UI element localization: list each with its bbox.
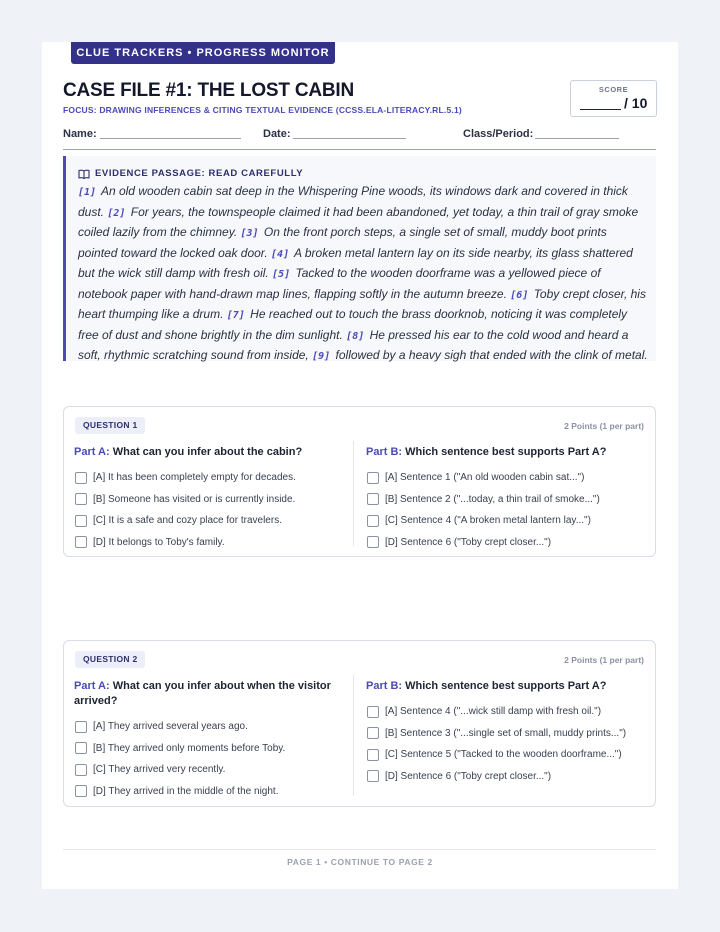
option-text: [D] Sentence 6 ("Toby crept closer...") — [385, 536, 552, 548]
passage-sentence: He reached out to touch the brass doorknob, noticing it was completely free of dust and shone brightly in the dim sunlight. — [78, 307, 628, 342]
score-blank[interactable] — [580, 109, 621, 110]
answer-option[interactable] — [366, 510, 646, 532]
passage-text — [78, 182, 648, 367]
answer-option[interactable] — [366, 489, 646, 511]
header-banner: CLUE TRACKERS • PROGRESS MONITOR — [71, 42, 335, 64]
answer-checkbox[interactable] — [367, 749, 379, 761]
sentence-number: [7] — [226, 310, 245, 321]
answer-checkbox[interactable] — [75, 536, 87, 548]
passage-sentence: For years, the townspeople claimed it had been abandoned, yet today, a thin trail of gray smoke coiled lazily from the chimney. — [78, 204, 639, 239]
passage-heading-text: EVIDENCE PASSAGE: READ CAREFULLY — [95, 168, 304, 179]
sentence-number: [8] — [346, 330, 365, 342]
date-label: Date: — [263, 128, 291, 140]
answer-checkbox[interactable] — [75, 493, 87, 505]
answer-checkbox[interactable] — [75, 472, 87, 484]
page-title: CASE FILE #1: THE LOST CABIN — [63, 80, 355, 101]
class-field[interactable] — [535, 138, 619, 139]
answer-option[interactable] — [74, 781, 354, 803]
page-footer: PAGE 1 • CONTINUE TO PAGE 2 — [287, 857, 433, 867]
passage-sentence: A broken metal lantern lay on its side nearby, its glass shattered but the wick still damp with fresh oil. — [78, 245, 633, 280]
option-text: [B] Someone has visited or is currently inside. — [93, 493, 296, 505]
question-1 — [63, 406, 656, 557]
answer-checkbox[interactable] — [75, 721, 87, 733]
option-text: [D] They arrived in the middle of the night. — [93, 785, 279, 797]
option-text: [A] It has been completely empty for decades. — [93, 472, 296, 484]
answer-checkbox[interactable] — [75, 764, 87, 776]
sentence-number: [4] — [271, 248, 290, 260]
answer-option[interactable] — [366, 723, 646, 745]
name-label: Name: — [63, 128, 97, 140]
name-field[interactable] — [100, 138, 241, 139]
answer-option[interactable] — [74, 489, 354, 511]
part-label: Part B: — [366, 446, 403, 458]
part-label: Part A: — [74, 680, 110, 692]
answer-option[interactable] — [366, 744, 646, 766]
question-1-part-b — [366, 445, 646, 553]
sentence-number: [3] — [240, 228, 259, 239]
option-text: [B] Sentence 3 ("...single set of small, muddy prints...") — [385, 727, 627, 739]
part-label: Part A: — [74, 446, 110, 458]
option-text: [C] It is a safe and cozy place for travelers. — [93, 515, 282, 527]
question-prompt — [74, 679, 354, 709]
answer-option[interactable] — [366, 467, 646, 489]
header-divider — [63, 149, 656, 150]
passage-sentence: followed by a heavy sigh that ended with the clink of metal. — [335, 348, 648, 362]
answer-option[interactable] — [74, 716, 354, 738]
answer-option[interactable] — [74, 510, 354, 532]
sentence-number: [1] — [78, 187, 97, 198]
question-2-part-a — [74, 679, 354, 802]
answer-checkbox[interactable] — [367, 770, 379, 782]
footer-divider — [63, 849, 656, 850]
passage-sentence: Tacked to the wooden doorframe was a yellowed piece of notebook paper with hand-drawn map lines, flapping softly in the autumn breeze. — [78, 266, 601, 301]
option-text: [B] Sentence 2 ("...today, a thin trail of smoke...") — [385, 493, 600, 505]
answer-option[interactable] — [366, 766, 646, 788]
option-text: [A] Sentence 4 ("...wick still damp with fresh oil.") — [385, 706, 602, 718]
worksheet-page — [42, 42, 678, 889]
option-text: [D] It belongs to Toby's family. — [93, 536, 225, 548]
book-icon — [78, 169, 90, 179]
answer-checkbox[interactable] — [367, 515, 379, 527]
option-text: [A] Sentence 1 ("An old wooden cabin sat...") — [385, 472, 585, 484]
answer-option[interactable] — [74, 532, 354, 554]
question-prompt — [366, 445, 646, 460]
answer-option[interactable] — [366, 532, 646, 554]
question-prompt — [366, 679, 646, 694]
answer-checkbox[interactable] — [75, 742, 87, 754]
part-label: Part B: — [366, 680, 403, 692]
option-text: [B] They arrived only moments before Toby. — [93, 742, 286, 754]
answer-option[interactable] — [74, 467, 354, 489]
focus-standard: FOCUS: DRAWING INFERENCES & CITING TEXTUAL EVIDENCE (CCSS.ELA-LITERACY.RL.5.1) — [63, 105, 462, 115]
question-badge: QUESTION 2 — [75, 651, 145, 668]
prompt-text: What can you infer about the cabin? — [112, 446, 303, 458]
score-box — [570, 80, 657, 117]
answer-checkbox[interactable] — [367, 706, 379, 718]
sentence-number: [9] — [312, 351, 331, 362]
sentence-number: [5] — [272, 269, 291, 280]
answer-option[interactable] — [366, 701, 646, 723]
passage-heading — [78, 167, 648, 180]
prompt-text: Which sentence best supports Part A? — [405, 680, 607, 692]
sentence-number: [6] — [510, 289, 529, 301]
question-badge: QUESTION 1 — [75, 417, 145, 434]
passage-sentence: An old wooden cabin sat deep in the Whispering Pine woods, its windows dark and covered in thick dust. — [78, 184, 628, 219]
question-2 — [63, 640, 656, 807]
option-text: [A] They arrived several years ago. — [93, 721, 248, 733]
question-points: 2 Points (1 per part) — [564, 421, 644, 431]
class-label: Class/Period: — [463, 128, 534, 140]
sentence-number: [2] — [107, 207, 126, 219]
answer-option[interactable] — [74, 759, 354, 781]
passage-sentence: Toby crept closer, his heart thumping like a drum. — [78, 286, 646, 321]
score-total: / 10 — [624, 95, 648, 111]
option-text: [C] Sentence 5 ("Tacked to the wooden doorframe...") — [385, 749, 622, 761]
answer-checkbox[interactable] — [75, 515, 87, 527]
answer-checkbox[interactable] — [75, 785, 87, 797]
question-points: 2 Points (1 per part) — [564, 655, 644, 665]
evidence-passage — [63, 156, 656, 361]
score-label: SCORE — [598, 85, 629, 94]
answer-checkbox[interactable] — [367, 493, 379, 505]
answer-checkbox[interactable] — [367, 536, 379, 548]
answer-checkbox[interactable] — [367, 472, 379, 484]
question-2-part-b — [366, 679, 646, 787]
option-text: [C] Sentence 4 ("A broken metal lantern lay...") — [385, 515, 591, 527]
answer-option[interactable] — [74, 738, 354, 760]
passage-sentence: On the front porch steps, a single set of small, muddy boot prints pointed toward the locked oak door. — [78, 225, 607, 260]
passage-sentence: He pressed his ear to the cold wood and heard a soft, rhythmic scratching sound from inside, — [78, 327, 629, 362]
question-1-part-a — [74, 445, 354, 553]
answer-checkbox[interactable] — [367, 727, 379, 739]
option-text: [C] They arrived very recently. — [93, 764, 226, 776]
prompt-text: What can you infer about when the visitor arrived? — [74, 680, 331, 707]
prompt-text: Which sentence best supports Part A? — [405, 446, 607, 458]
option-text: [D] Sentence 6 ("Toby crept closer...") — [385, 770, 552, 782]
date-field[interactable] — [293, 138, 406, 139]
question-prompt — [74, 445, 354, 460]
